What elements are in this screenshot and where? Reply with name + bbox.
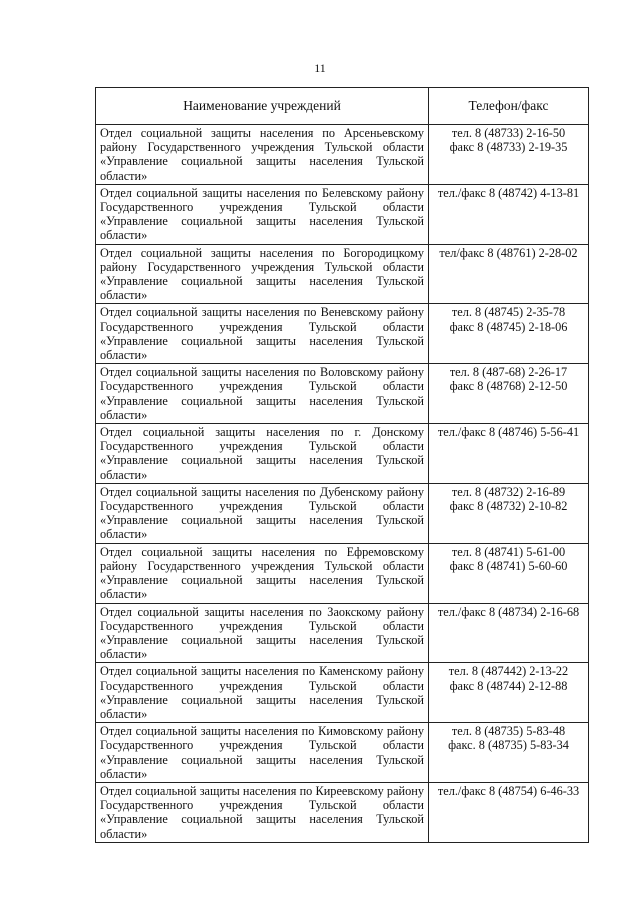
header-row <box>96 88 589 125</box>
phone-fax-cell <box>429 483 589 543</box>
institution-name: Отдел социальной защиты населения по г. Донскому Государственного учреждения Тульской области «Управление социальной защиты населения Тульской области» <box>96 424 429 484</box>
institution-name: Отдел социальной защиты населения по Ефремовскому району Государственного учреждения Тульской области «Управление социальной защиты населения Тульской области» <box>96 543 429 603</box>
phone-fax-cell <box>429 184 589 244</box>
phone-line: факс 8 (48732) 2-10-82 <box>449 499 568 514</box>
phone-line: факс 8 (48768) 2-12-50 <box>449 379 568 394</box>
table-row <box>96 125 589 185</box>
phone-fax-cell <box>429 603 589 663</box>
phone-fax-cell <box>429 125 589 185</box>
header-institution-name: Наименование учреждений <box>96 88 429 125</box>
institutions-table <box>95 87 589 843</box>
phone-fax-cell <box>429 782 589 842</box>
table-row <box>96 184 589 244</box>
phone-line: тел. 8 (48733) 2-16-50 <box>451 126 566 140</box>
phone-fax-cell <box>429 364 589 424</box>
table-row <box>96 244 589 304</box>
institution-name: Отдел социальной защиты населения по Белевскому району Государственного учреждения Тульской области «Управление социальной защиты населения Тульской области» <box>96 184 429 244</box>
table-row <box>96 364 589 424</box>
phone-line: тел. 8 (48741) 5-61-00 <box>451 544 566 559</box>
table-body <box>96 125 589 843</box>
institution-name: Отдел социальной защиты населения по Кимовскому району Государственного учреждения Тульской области «Управление социальной защиты населения Тульской области» <box>96 723 429 783</box>
phone-line: тел./факс 8 (48746) 5-56-41 <box>437 425 580 440</box>
institution-name: Отдел социальной защиты населения по Богородицкому району Государственного учреждения Тульской области «Управление социальной защиты населения Тульской области» <box>96 244 429 304</box>
phone-line: тел. 8 (487442) 2-13-22 <box>448 664 569 679</box>
table-row <box>96 723 589 783</box>
table-header <box>96 88 589 125</box>
phone-fax-cell <box>429 424 589 484</box>
institution-name: Отдел социальной защиты населения по Воловскому району Государственного учреждения Тульской области «Управление социальной защиты населения Тульской области» <box>96 364 429 424</box>
phone-line: тел./факс 8 (48742) 4-13-81 <box>437 185 580 200</box>
phone-fax-cell <box>429 543 589 603</box>
table-row <box>96 304 589 364</box>
phone-line: факс 8 (48733) 2-19-35 <box>449 140 568 155</box>
institution-name: Отдел социальной защиты населения по Арсеньевскому району Государственного учреждения Тульской области «Управление социальной защиты населения Тульской области» <box>96 125 429 185</box>
phone-fax-cell <box>429 304 589 364</box>
institution-name: Отдел социальной защиты населения по Заокскому району Государственного учреждения Тульской области «Управление социальной защиты населения Тульской области» <box>96 603 429 663</box>
phone-line: тел./факс 8 (48754) 6-46-33 <box>437 783 580 798</box>
phone-line: тел./факс 8 (48734) 2-16-68 <box>437 604 580 619</box>
institution-name: Отдел социальной защиты населения по Дубенскому району Государственного учреждения Тульской области «Управление социальной защиты населения Тульской области» <box>96 483 429 543</box>
institution-name: Отдел социальной защиты населения по Киреевскому району Государственного учреждения Тульской области «Управление социальной защиты населения Тульской области» <box>96 782 429 842</box>
phone-fax-cell <box>429 244 589 304</box>
phone-line: факс 8 (48744) 2-12-88 <box>449 678 568 693</box>
institution-name: Отдел социальной защиты населения по Каменскому району Государственного учреждения Тульской области «Управление социальной защиты населения Тульской области» <box>96 663 429 723</box>
phone-line: факс 8 (48745) 2-18-06 <box>449 319 568 334</box>
institution-name: Отдел социальной защиты населения по Веневскому району Государственного учреждения Тульской области «Управление социальной защиты населения Тульской области» <box>96 304 429 364</box>
table-row <box>96 782 589 842</box>
phone-line: факс. 8 (48735) 5-83-34 <box>448 738 569 753</box>
page-number: 11 <box>314 61 326 75</box>
phone-fax-cell <box>429 663 589 723</box>
phone-line: тел. 8 (48735) 5-83-48 <box>451 724 566 739</box>
table-row <box>96 603 589 663</box>
phone-line: тел. 8 (487-68) 2-26-17 <box>449 365 568 380</box>
table-row <box>96 483 589 543</box>
table-row <box>96 424 589 484</box>
table-row <box>96 543 589 603</box>
table-row <box>96 663 589 723</box>
header-phone-fax: Телефон/факс <box>429 88 589 125</box>
phone-fax-cell <box>429 723 589 783</box>
phone-line: тел. 8 (48745) 2-35-78 <box>451 305 566 320</box>
phone-line: факс 8 (48741) 5-60-60 <box>449 558 568 573</box>
phone-line: тел/факс 8 (48761) 2-28-02 <box>439 245 578 260</box>
phone-line: тел. 8 (48732) 2-16-89 <box>451 484 566 499</box>
